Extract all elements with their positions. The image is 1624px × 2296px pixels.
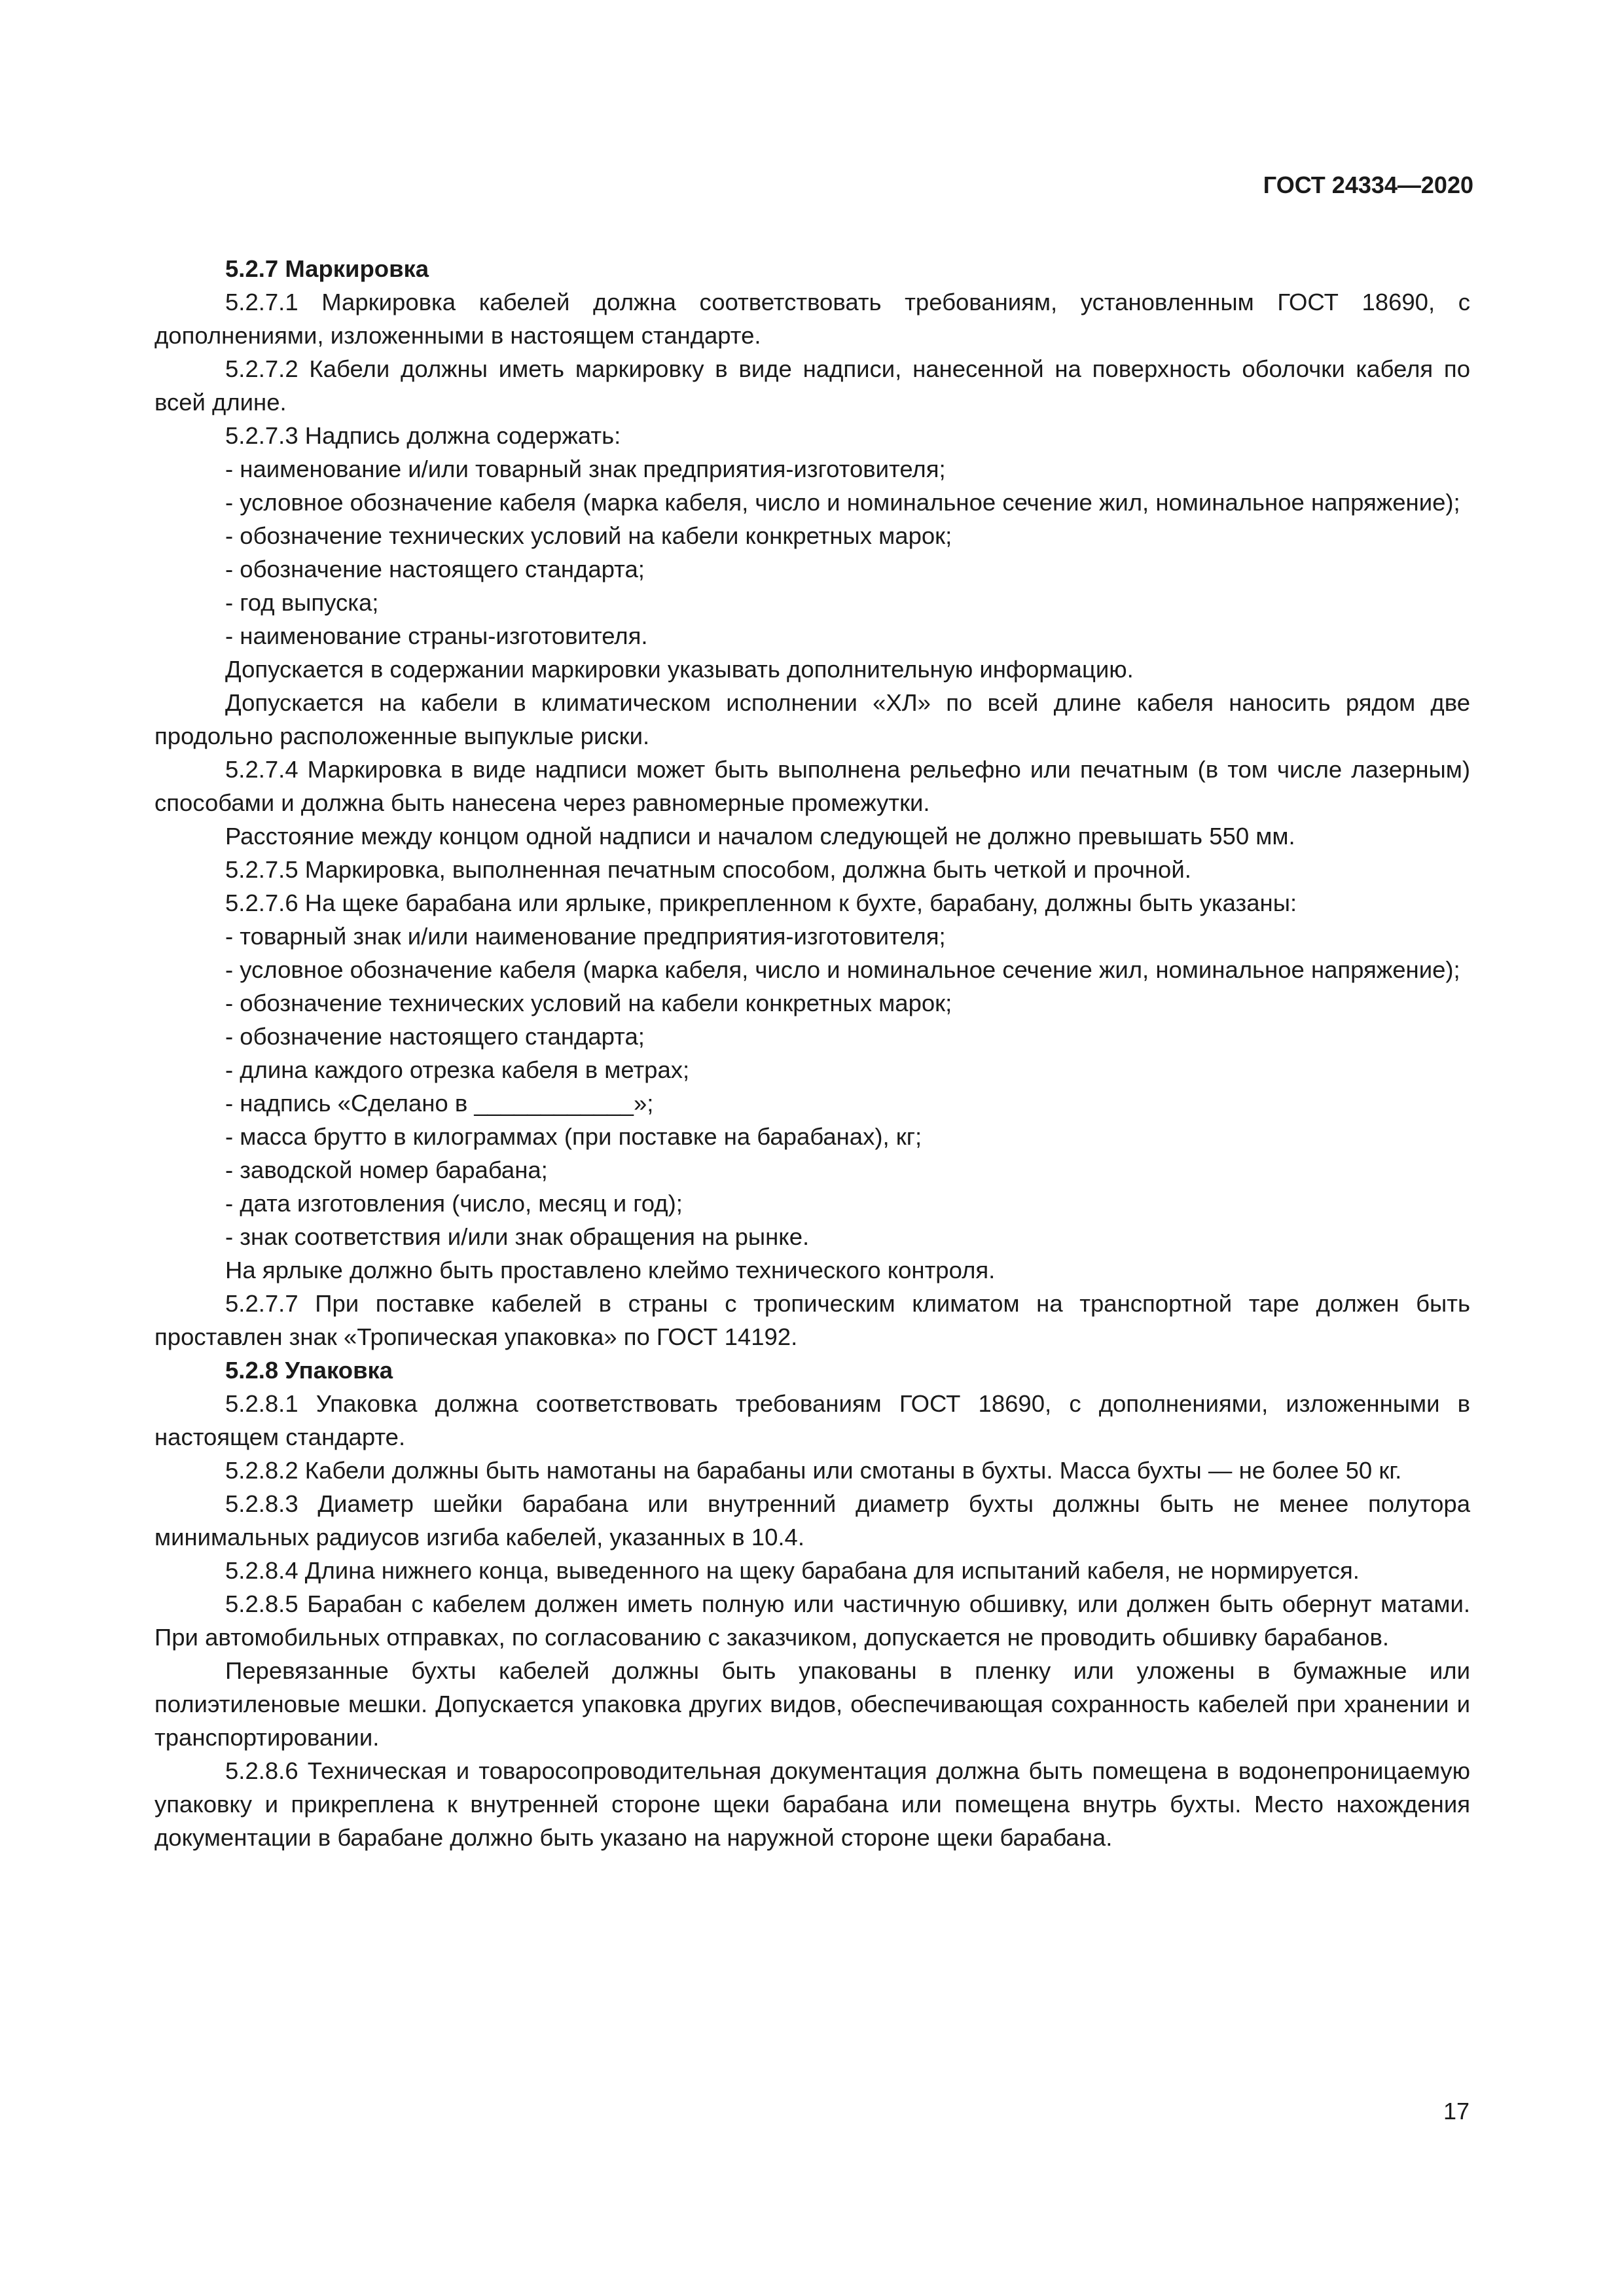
list-item: - год выпуска;: [225, 589, 379, 616]
list-item: - наименование страны-изготовителя.: [225, 622, 648, 649]
list-item: - дата изготовления (число, месяц и год);: [225, 1190, 683, 1217]
paragraph: 5.2.7.7 При поставке кабелей в страны с тропическим климатом на транспортной таре должен быть проставлен знак «Тропическая упаковка» по ГОСТ 14192.: [154, 1290, 1470, 1350]
paragraph: Расстояние между концом одной надписи и началом следующей не должно превышать 550 мм.: [225, 823, 1295, 850]
list-item: - масса брутто в килограммах (при поставке на барабанах), кг;: [225, 1123, 922, 1150]
paragraph: Допускается в содержании маркировки указывать дополнительную информацию.: [225, 656, 1134, 683]
paragraph: 5.2.8.3 Диаметр шейки барабана или внутренний диаметр бухты должны быть не менее полутора минимальных радиусов изгиба кабелей, указанных в 10.4.: [154, 1490, 1470, 1551]
list-item: - заводской номер барабана;: [225, 1157, 548, 1183]
list-item: - надпись «Сделано в ____________»;: [225, 1090, 654, 1117]
list-item: - обозначение настоящего стандарта;: [225, 1023, 645, 1050]
list-item: - обозначение технических условий на кабели конкретных марок;: [225, 990, 952, 1016]
paragraph: Допускается на кабели в климатическом исполнении «ХЛ» по всей длине кабеля наносить рядом две продольно расположенные выпуклые риски.: [154, 689, 1470, 749]
paragraph: 5.2.7.3 Надпись должна содержать:: [225, 422, 621, 449]
paragraph: 5.2.8.2 Кабели должны быть намотаны на барабаны или смотаны в бухты. Масса бухты — не более 50 кг.: [225, 1457, 1402, 1484]
section-title-marking: 5.2.7 Маркировка: [225, 255, 429, 282]
document-body: [154, 252, 1470, 1854]
list-item: - обозначение технических условий на кабели конкретных марок;: [225, 522, 952, 549]
paragraph: Перевязанные бухты кабелей должны быть упакованы в пленку или уложены в бумажные или полиэтиленовые мешки. Допускается упаковка других видов, обеспечивающая сохранность кабелей при хранении и транспортировании.: [154, 1657, 1470, 1751]
page-number: 17: [1443, 2098, 1470, 2125]
document-header-standard: ГОСТ 24334—2020: [1263, 171, 1473, 198]
paragraph: 5.2.7.1 Маркировка кабелей должна соответствовать требованиям, установленным ГОСТ 18690, с дополнениями, изложенными в настоящем стандарте.: [154, 289, 1470, 349]
paragraph: 5.2.7.2 Кабели должны иметь маркировку в виде надписи, нанесенной на поверхность оболочки кабеля по всей длине.: [154, 355, 1470, 416]
paragraph: 5.2.7.5 Маркировка, выполненная печатным способом, должна быть четкой и прочной.: [225, 856, 1191, 883]
list-item: - длина каждого отрезка кабеля в метрах;: [225, 1056, 690, 1083]
paragraph: 5.2.7.6 На щеке барабана или ярлыке, прикрепленном к бухте, барабану, должны быть указаны:: [225, 889, 1297, 916]
list-item: - товарный знак и/или наименование предприятия-изготовителя;: [225, 923, 946, 950]
list-item: - наименование и/или товарный знак предприятия-изготовителя;: [225, 456, 946, 482]
list-item: - знак соответствия и/или знак обращения на рынке.: [225, 1223, 810, 1250]
list-item: - условное обозначение кабеля (марка кабеля, число и номинальное сечение жил, номинальное напряжение);: [225, 956, 1460, 983]
section-title-packaging: 5.2.8 Упаковка: [225, 1357, 393, 1384]
list-item: - условное обозначение кабеля (марка кабеля, число и номинальное сечение жил, номинальное напряжение);: [225, 489, 1460, 516]
paragraph: 5.2.8.1 Упаковка должна соответствовать требованиям ГОСТ 18690, с дополнениями, изложенными в настоящем стандарте.: [154, 1390, 1470, 1450]
paragraph: 5.2.8.5 Барабан с кабелем должен иметь полную или частичную обшивку, или должен быть обернут матами. При автомобильных отправках, по согласованию с заказчиком, допускается не проводить обшивку барабанов.: [154, 1590, 1470, 1651]
paragraph: 5.2.8.6 Техническая и товаросопроводительная документация должна быть помещена в водонепроницаемую упаковку и прикреплена к внутренней стороне щеки барабана или помещена внутрь бухты. Место нахождения документации в барабане должно быть указано на наружной стороне щеки барабана.: [154, 1757, 1470, 1851]
paragraph: 5.2.7.4 Маркировка в виде надписи может быть выполнена рельефно или печатным (в том числе лазерным) способами и должна быть нанесена через равномерные промежутки.: [154, 756, 1470, 816]
paragraph: На ярлыке должно быть проставлено клеймо технического контроля.: [225, 1257, 996, 1283]
list-item: - обозначение настоящего стандарта;: [225, 556, 645, 583]
paragraph: 5.2.8.4 Длина нижнего конца, выведенного на щеку барабана для испытаний кабеля, не нормируется.: [225, 1557, 1360, 1584]
